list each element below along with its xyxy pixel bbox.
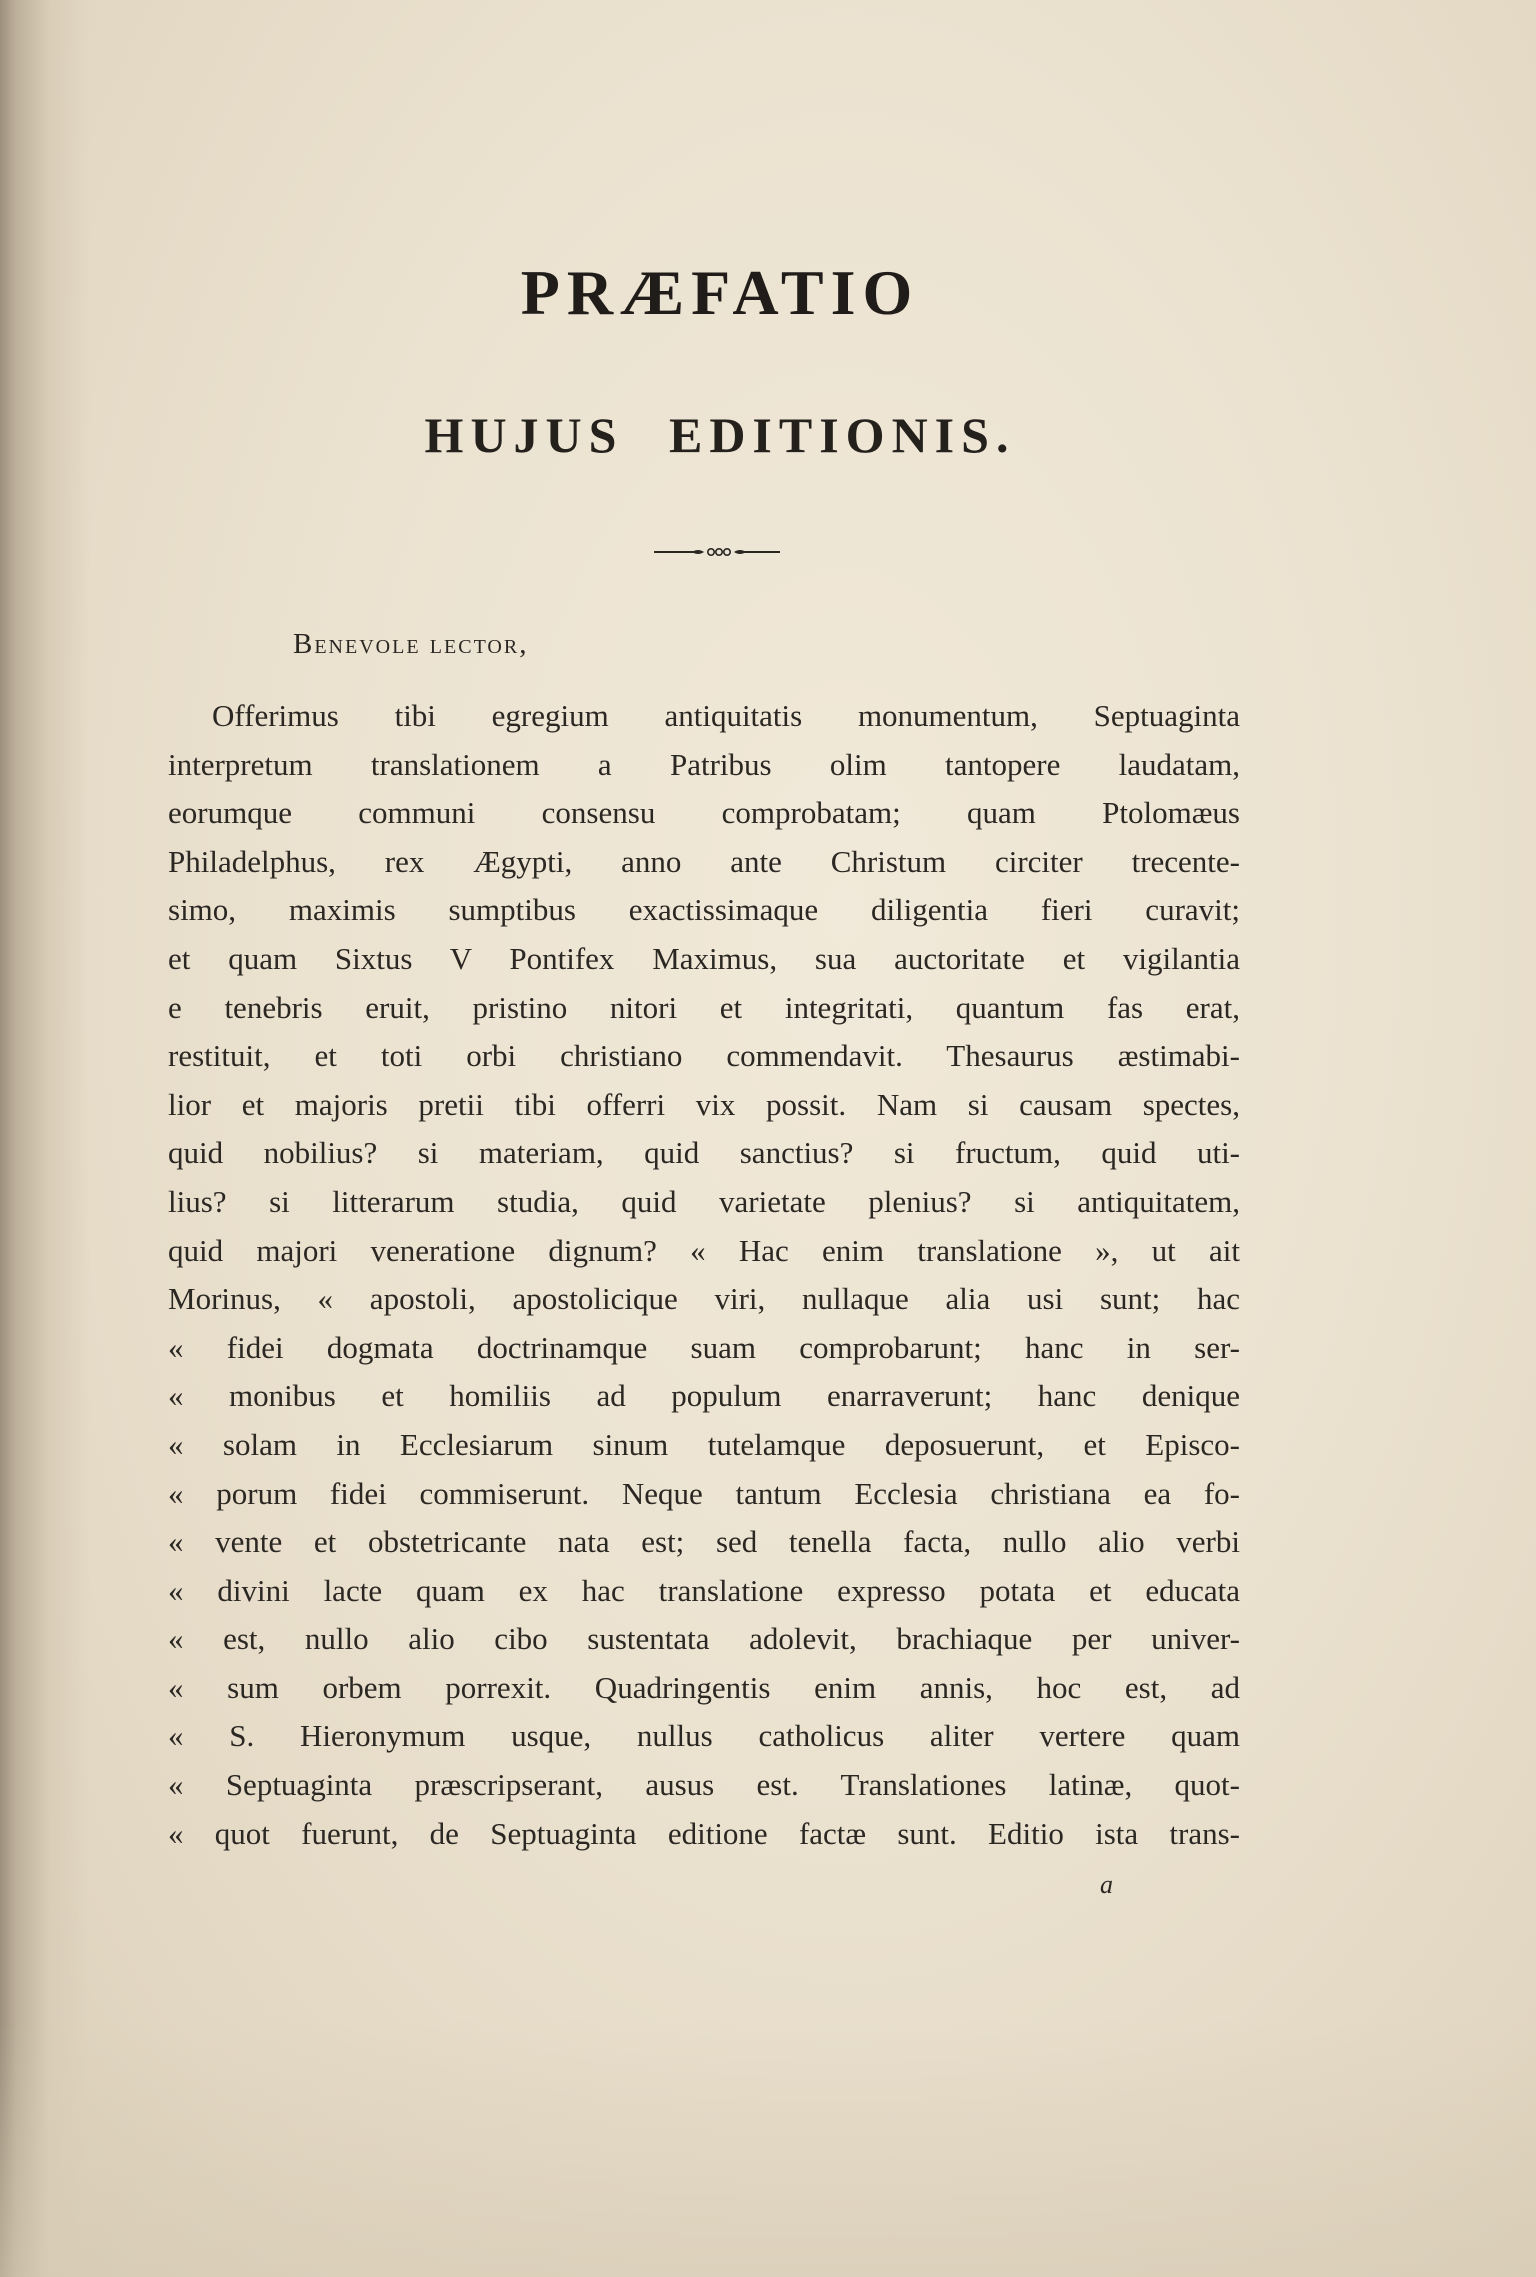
- spine-shadow: [0, 0, 90, 2277]
- text-line: lius? si litterarum studia, quid varietate plenius? si antiquitatem,: [168, 1183, 1240, 1219]
- text-line: Offerimus tibi egregium antiquitatis monumentum, Septuaginta: [212, 698, 1240, 733]
- text-line: « est, nullo alio cibo sustentata adolevit, brachiaque per univer-: [168, 1621, 1240, 1657]
- text-line: « solam in Ecclesiarum sinum tutelamque deposuerunt, et Episco-: [168, 1426, 1240, 1462]
- page-subtitle: HUJUS EDITIONIS.: [424, 407, 1016, 463]
- text-line: simo, maximis sumptibus exactissimaque diligentia fieri curavit;: [168, 892, 1240, 928]
- text-line: restituit, et toti orbi christiano commendavit. Thesaurus æstimabi-: [168, 1038, 1240, 1074]
- text-line: « porum fidei commiserunt. Neque tantum Ecclesia christiana ea fo-: [168, 1475, 1240, 1511]
- divider-ornament-icon: [652, 540, 782, 564]
- page-title: PRÆFATIO: [520, 257, 920, 328]
- text-line: « fidei dogmata doctrinamque suam comprobarunt; hanc in ser-: [168, 1329, 1240, 1365]
- text-line: interpretum translationem a Patribus olim tantopere laudatam,: [168, 746, 1240, 782]
- page-bottom-shade: [0, 2017, 1536, 2277]
- text-line: « quot fuerunt, de Septuaginta editione factæ sunt. Editio ista trans-: [168, 1815, 1240, 1851]
- text-line: « Septuaginta præscripserant, ausus est. Translationes latinæ, quot-: [168, 1767, 1240, 1803]
- preface-body: [168, 692, 1240, 1858]
- text-line: « sum orbem porrexit. Quadringentis enim annis, hoc est, ad: [168, 1669, 1240, 1705]
- text-line: lior et majoris pretii tibi offerri vix possit. Nam si causam spectes,: [168, 1086, 1240, 1122]
- text-line: Morinus, « apostoli, apostolicique viri, nullaque alia usi sunt; hac: [168, 1281, 1240, 1317]
- text-line: quid nobilius? si materiam, quid sanctius? si fructum, quid uti-: [168, 1135, 1240, 1171]
- text-line: Philadelphus, rex Ægypti, anno ante Christum circiter trecente-: [168, 843, 1240, 879]
- text-line: « vente et obstetricante nata est; sed tenella facta, nullo alio verbi: [168, 1524, 1240, 1560]
- text-line: et quam Sixtus V Pontifex Maximus, sua auctoritate et vigilantia: [168, 940, 1240, 976]
- text-line: eorumque communi consensu comprobatam; quam Ptolomæus: [168, 795, 1240, 831]
- text-line: « S. Hieronymum usque, nullus catholicus aliter vertere quam: [168, 1718, 1240, 1754]
- text-line: « monibus et homiliis ad populum enarraverunt; hanc denique: [168, 1378, 1240, 1414]
- text-line: « divini lacte quam ex hac translatione expresso potata et educata: [168, 1572, 1240, 1608]
- text-line: quid majori veneratione dignum? « Hac enim translatione », ut ait: [168, 1232, 1240, 1268]
- text-line: e tenebris eruit, pristino nitori et integritati, quantum fas erat,: [168, 989, 1240, 1025]
- salutation: Benevole lector,: [293, 628, 529, 660]
- signature-mark: a: [1100, 1870, 1113, 1899]
